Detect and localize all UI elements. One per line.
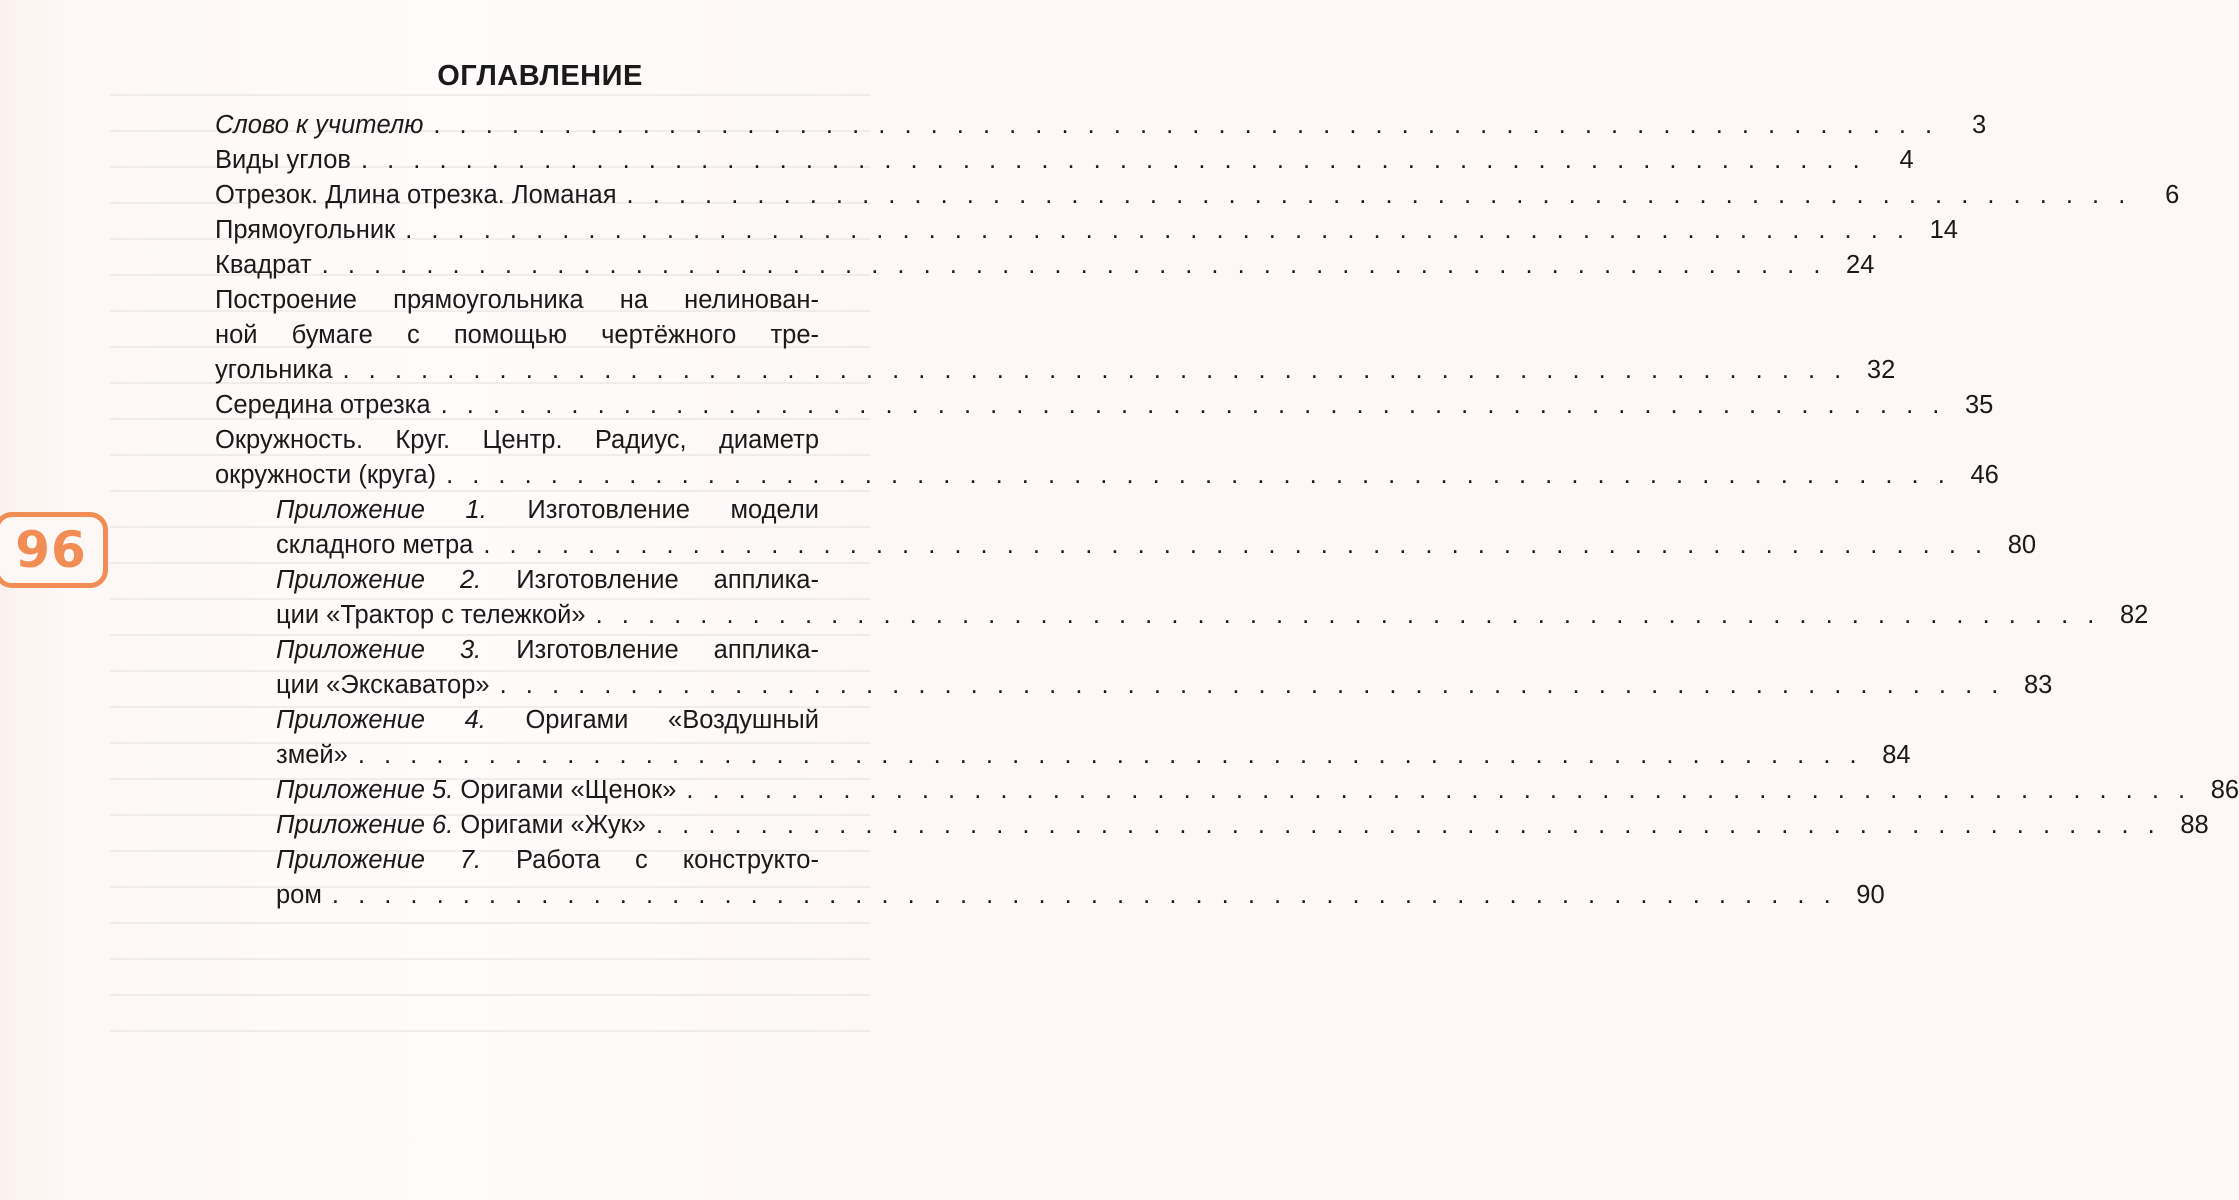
toc-title: складного метра <box>276 531 474 559</box>
toc-line <box>215 213 1958 248</box>
table-of-contents <box>215 108 2239 913</box>
dot-leader: . . . . . . . . . . . . . . . . . . . . . . . . . . . . . . . . . . . . . . . . . . . . . . . . . . . . . . . . . . <box>321 251 1827 279</box>
toc-title: Оригами «Воздушный <box>525 706 819 734</box>
dot-leader: . . . . . . . . . . . . . . . . . . . . . . . . . . . . . . . . . . . . . . . . . . . . . . . . . . . . . . . . . . <box>357 741 1863 769</box>
toc-entry <box>215 703 1911 773</box>
toc-italic-label: Приложение 5. <box>276 776 454 804</box>
toc-line <box>215 773 2239 808</box>
toc-line <box>215 493 867 528</box>
toc-line-text <box>276 528 2000 563</box>
toc-italic-label: Приложение 4. <box>276 706 486 734</box>
toc-italic-label: Приложение 6. <box>276 811 454 839</box>
toc-line-text <box>215 108 1950 143</box>
toc-italic-label: Приложение 2. <box>276 566 482 594</box>
toc-page-number: 90 <box>1856 881 1885 909</box>
toc-title: ной бумаге с помощью чертёжного тре- <box>215 321 819 349</box>
toc-line <box>215 388 1994 423</box>
toc-entry <box>215 283 1896 388</box>
toc-title: змей» <box>276 741 348 769</box>
dot-leader: . . . . . . . . . . . . . . . . . . . . . . . . . . . . . . . . . . . . . . . . . . . . . . . . . . . . . . . . . . <box>446 461 1951 489</box>
toc-line-text <box>215 423 819 458</box>
toc-line-text <box>215 353 1859 388</box>
dot-leader: . . . . . . . . . . . . . . . . . . . . . . . . . . . . . . . . . . . . . . . . . . . . . . . . . . . . . . . . . . <box>626 181 2132 209</box>
dot-leader: . . . . . . . . . . . . . . . . . . . . . . . . . . . . . . . . . . . . . . . . . . . . . . . . . . . . . . . . . . <box>360 146 1866 174</box>
toc-line-text <box>276 878 1849 913</box>
toc-line-text <box>215 178 2143 213</box>
toc-line-text <box>215 458 1963 493</box>
toc-line-text <box>215 143 1878 178</box>
toc-line-text <box>215 388 1957 423</box>
toc-page-number: 24 <box>1846 251 1875 279</box>
toc-line <box>215 633 867 668</box>
toc-page-number: 82 <box>2119 601 2149 629</box>
toc-entry <box>215 213 1958 248</box>
toc-line-text <box>276 738 1875 773</box>
toc-title: Оригами «Щенок» <box>460 776 677 804</box>
toc-line <box>215 353 1896 388</box>
toc-page-number: 86 <box>2210 776 2239 804</box>
toc-title: Оригами «Жук» <box>460 811 646 839</box>
toc-line <box>215 563 867 598</box>
dot-leader: . . . . . . . . . . . . . . . . . . . . . . . . . . . . . . . . . . . . . . . . . . . . . . . . . . . . . . . . . . <box>342 356 1848 384</box>
toc-page-number: 3 <box>1971 111 1987 139</box>
toc-page-number: 32 <box>1866 356 1896 384</box>
toc-line-text <box>276 668 2016 703</box>
toc-entry <box>215 423 1999 493</box>
toc-entry <box>215 493 2037 563</box>
toc-italic-label: Приложение 3. <box>276 636 482 664</box>
toc-line <box>215 528 2037 563</box>
toc-line-text <box>215 248 1838 283</box>
toc-italic-label: Приложение 1. <box>276 496 487 524</box>
toc-page-number: 6 <box>2165 181 2180 209</box>
toc-entry <box>215 843 1885 913</box>
toc-italic-label: Слово к учителю <box>215 111 424 139</box>
toc-line-text <box>276 808 2173 843</box>
toc-line <box>215 283 867 318</box>
toc-entry <box>215 143 1914 178</box>
toc-line-text <box>215 318 819 353</box>
dot-leader: . . . . . . . . . . . . . . . . . . . . . . . . . . . . . . . . . . . . . . . . . . . . . . . . . . . . . . . . . . <box>405 216 1910 244</box>
dot-leader: . . . . . . . . . . . . . . . . . . . . . . . . . . . . . . . . . . . . . . . . . . . . . . . . . . . . . . . . . . <box>433 111 1939 139</box>
toc-title: Отрезок. Длина отрезка. Ломаная <box>215 181 617 209</box>
toc-title: Виды углов <box>215 146 351 174</box>
toc-line <box>215 458 1999 493</box>
toc-title: окружности (круга) <box>215 461 437 489</box>
toc-line-text <box>276 843 819 878</box>
toc-entry <box>215 178 2180 213</box>
toc-title: Построение прямоугольника на нелинован- <box>215 286 819 314</box>
toc-line <box>215 598 2149 633</box>
toc-line-text <box>276 493 819 528</box>
toc-title: Середина отрезка <box>215 391 431 419</box>
dot-leader: . . . . . . . . . . . . . . . . . . . . . . . . . . . . . . . . . . . . . . . . . . . . . . . . . . . . . . . . . . <box>331 881 1837 909</box>
toc-entry <box>215 388 1994 423</box>
toc-line <box>215 423 867 458</box>
toc-line <box>215 143 1914 178</box>
dot-leader: . . . . . . . . . . . . . . . . . . . . . . . . . . . . . . . . . . . . . . . . . . . . . . . . . . . . . . . . . . <box>483 531 1989 559</box>
toc-italic-label: Приложение 7. <box>276 846 482 874</box>
toc-title: Прямоугольник <box>215 216 396 244</box>
toc-line-text <box>276 703 819 738</box>
page-title: ОГЛАВЛЕНИЕ <box>437 60 643 92</box>
toc-title: угольника <box>215 356 333 384</box>
toc-page-number: 84 <box>1882 741 1911 769</box>
toc-line <box>215 668 2053 703</box>
toc-line <box>215 178 2180 213</box>
toc-line <box>215 318 867 353</box>
toc-line-text <box>276 633 819 668</box>
toc-title: Работа с конструкто- <box>516 846 819 874</box>
toc-line-text <box>215 283 819 318</box>
dot-leader: . . . . . . . . . . . . . . . . . . . . . . . . . . . . . . . . . . . . . . . . . . . . . . . . . . . . . . . . . . <box>440 391 1946 419</box>
toc-entry <box>215 563 2149 633</box>
toc-line <box>215 878 1885 913</box>
toc-title: Изготовление апплика- <box>516 636 819 664</box>
toc-title: Окружность. Круг. Центр. Радиус, диаметр <box>215 426 819 454</box>
toc-page-number: 88 <box>2180 811 2209 839</box>
toc-page-number: 4 <box>1899 146 1914 174</box>
dot-leader: . . . . . . . . . . . . . . . . . . . . . . . . . . . . . . . . . . . . . . . . . . . . . . . . . . . . . . . . . . <box>499 671 2005 699</box>
toc-line-text <box>276 598 2112 633</box>
toc-line-text <box>276 773 2203 808</box>
toc-entry <box>215 248 1875 283</box>
toc-page-number: 14 <box>1929 216 1958 244</box>
toc-page-number: 46 <box>1970 461 1999 489</box>
toc-title: ром <box>276 881 322 909</box>
toc-entry <box>215 633 2053 703</box>
toc-page-number: 80 <box>2007 531 2037 559</box>
toc-entry <box>215 108 1987 143</box>
toc-line <box>215 843 867 878</box>
toc-title: ции «Трактор с тележкой» <box>276 601 586 629</box>
toc-line <box>215 108 1987 143</box>
page-number-badge: 96 <box>0 512 108 588</box>
dot-leader: . . . . . . . . . . . . . . . . . . . . . . . . . . . . . . . . . . . . . . . . . . . . . . . . . . . . . . . . . . <box>686 776 2192 804</box>
toc-line-text <box>276 563 819 598</box>
toc-title: Изготовление апплика- <box>516 566 819 594</box>
toc-entry <box>215 808 2209 843</box>
toc-page-number: 83 <box>2023 671 2053 699</box>
toc-title: Изготовление модели <box>527 496 819 524</box>
toc-line <box>215 738 1911 773</box>
dot-leader: . . . . . . . . . . . . . . . . . . . . . . . . . . . . . . . . . . . . . . . . . . . . . . . . . . . . . . . . . . <box>595 601 2101 629</box>
toc-line <box>215 248 1875 283</box>
dot-leader: . . . . . . . . . . . . . . . . . . . . . . . . . . . . . . . . . . . . . . . . . . . . . . . . . . . . . . . . . . <box>656 811 2161 839</box>
toc-line <box>215 808 2209 843</box>
toc-line-text <box>215 213 1922 248</box>
toc-line <box>215 703 867 738</box>
toc-title: Квадрат <box>215 251 312 279</box>
toc-page-number: 35 <box>1964 391 1994 419</box>
toc-entry <box>215 773 2239 808</box>
toc-title: ции «Экскаватор» <box>276 671 490 699</box>
